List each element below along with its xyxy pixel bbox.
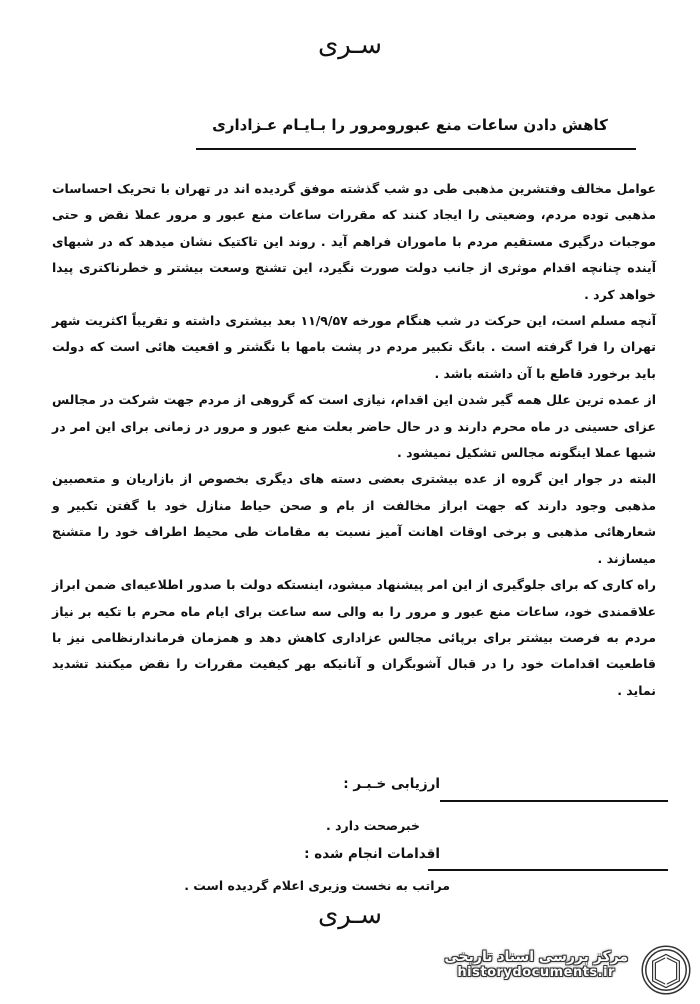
actions-label: اقدامات انجام شده :	[304, 846, 440, 862]
assessment-underline	[440, 800, 668, 802]
assessment-text: خبرصحت دارد .	[326, 818, 420, 833]
body-paragraph: آنچه مسلم است، این حرکت در شب هنگام مورخه ۱۱/۹/۵۷ بعد بیشتری داشته و تقریباً اکثریت شهر تهران را فرا گرفته است . بانگ تکبیر مردم در پشت بامها با نگشتر و اقعیت هائی است که دولت باید برخورد قاطع با آن داشته باشد .	[52, 313, 656, 381]
watermark-url: historydocuments.ir	[457, 965, 615, 980]
body-paragraph: عوامل مخالف وفتشرین مذهبی طی دو شب گذشته موفق گردیده اند در تهران با تحریک احساسات مذهبی توده مردم، وضعیتی را ایجاد کنند که مقررات ساعات منع عبور و مرور عملا نقض و حتی موجبات درگیری مستقیم مردم با ماموران فراهم آید . روند این تاکتیک نشان میدهد که در شبهای آینده چنانچه اقدام موثری از جانب دولت صورت نگیرد، این تشنج وسعت بیشتر و خطرناکتری پیدا خواهد کرد .	[52, 181, 656, 302]
watermark-name: مرکز بررسی اسناد تاریخی	[444, 949, 628, 965]
actions-underline	[428, 869, 668, 871]
archive-logo-icon	[640, 944, 692, 996]
body-paragraph: از عمده ترین علل همه گیر شدن این اقدام، نیازی است که گروهی از مردم جهت شرکت در مجالس عزای حسینی در ماه محرم دارند و در حال حاضر بعلت منع عبور و مرور در زمانی برای این امر در شبها عملا اینگونه مجالس تشکیل نمیشود .	[52, 392, 656, 461]
assessment-label: ارزیابی خـبـر :	[343, 776, 440, 792]
classification-footer: سـری	[317, 900, 383, 930]
title-underline	[196, 148, 636, 150]
body-paragraph: راه کاری که برای جلوگیری از این امر پیشنهاد میشود، اینستکه دولت با صدور اطلاعیه‌ای ضمن ابراز علاقمندی خود، ساعات منع عبور و مرور را به والی سه ساعت برای ایام ماه محرم با تکیه بر نیاز مردم به فرصت بیشتر برای برپائی مجالس عزاداری کاهش دهد و همزمان فرماندارنظامی نیز با قاطعیت اقدامات خود را در قبال آشوبگران و آنانیکه بهر کیفیت مقررات را نقض میکنند تشدید نماید .	[52, 577, 656, 698]
document-body	[52, 176, 656, 704]
body-paragraph: البته در جوار این گروه از عده بیشتری بعضی دسته های دیگری بخصوص از بازاریان و متعصبین مذهبی وجود دارند که جهت ابراز مخالفت از بام و صحن حیاط منازل خود با گفتن تکبیر و شعارهائی مذهبی و برخی اوقات اهانت آمیز نسبت به مقامات طی محیط اطراف خود را متشنج میسازند .	[52, 471, 656, 566]
document-title: کاهش دادن ساعات منع عبورومرور را بـایـام عـزاداری	[212, 116, 608, 134]
actions-text: مراتب به نخست وزیری اعلام گردیده است .	[184, 878, 450, 893]
watermark	[444, 949, 628, 980]
classification-header: سـری	[317, 30, 383, 60]
